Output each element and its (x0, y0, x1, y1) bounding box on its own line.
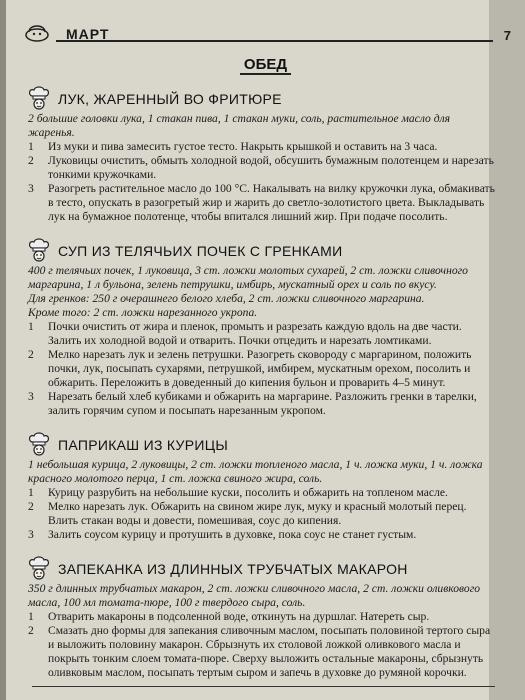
step-text: Мелко нарезать лук. Обжарить на свином жире лук, муку и красный молотый перец. Влить стакан воды и довести, помешивая, соус до кипения. (48, 500, 467, 527)
steps-list (28, 140, 498, 224)
ingredients-text: Для гренков: 250 г очерашнего белого хлеба, 2 ст. ложки сливочного маргарина. (28, 292, 425, 305)
recipe-title: ЛУК, ЖАРЕННЫЙ ВО ФРИТЮРЕ (58, 91, 282, 107)
ingredients-text: 350 г длинных трубчатых макарон, 2 ст. ложки сливочного масла, 2 ст. ложки оливкового масла, 100 мл томата-пюре, 100 г твердого сыра, соль. (28, 582, 481, 609)
recipe-header (28, 432, 498, 458)
step-text: Залить соусом курицу и протушить в духовке, пока соус не станет густым. (48, 528, 417, 541)
step-text: Мелко нарезать лук и зелень петрушки. Разогреть сковороду с маргарином, положить почки, лук, посыпать сухарями, петрушкой, имбирем, мускатным орехом, посолить и обжарить. Переложить в доведенный до кипения бульон и проварить 4–5 минут. (48, 348, 472, 389)
chef-head-icon (28, 86, 50, 110)
recipe (28, 86, 498, 224)
ingredients-text: 2 большие головки лука, 1 стакан пива, 1 стакан муки, соль, растительное масло для жаренья. (28, 112, 451, 139)
ingredients-text: Кроме того: 2 ст. ложки нарезанного укропа. (28, 306, 258, 319)
chef-logo-icon (24, 20, 50, 42)
step-item (28, 348, 498, 390)
step-item (28, 500, 498, 528)
steps-list (28, 610, 498, 680)
step-item (28, 390, 498, 418)
ingredients-text: 400 г телячьих почек, 1 луковица, 3 ст. ложки молотых сухарей, 2 ст. ложки сливочного маргарина, 1 л бульона, зелень петрушки, имбирь, мускатный орех и соль по вкусу. (28, 264, 468, 291)
recipe-header (28, 86, 498, 112)
ingredients-text: 1 небольшая курица, 2 луковицы, 2 ст. ложки топленого масла, 1 ч. ложка муки, 1 ч. ложка красного молотого перца, 1 ст. ложка свиного жира, соль. (28, 458, 483, 485)
step-number: 2 (28, 624, 34, 637)
bottom-rule (32, 686, 495, 687)
step-item (28, 486, 498, 500)
recipe (28, 556, 498, 680)
recipe (28, 432, 498, 542)
recipe-header (28, 556, 498, 582)
recipe-header (28, 238, 498, 264)
header-rule (56, 40, 493, 42)
step-number: 1 (28, 140, 34, 153)
step-number: 1 (28, 320, 34, 333)
recipe-title: ПАПРИКАШ ИЗ КУРИЦЫ (58, 437, 229, 453)
step-item (28, 624, 498, 680)
month-label: МАРТ (66, 26, 110, 42)
step-text: Отварить макароны в подсоленной воде, откинуть на дуршлаг. Натереть сыр. (48, 610, 430, 623)
step-text: Луковицы очистить, обмыть холодной водой, обсушить бумажным полотенцем и нарезать тонкими кружочками. (48, 154, 494, 181)
step-text: Курицу разрубить на небольшие куски, посолить и обжарить на топленом масле. (48, 486, 448, 499)
page-header (6, 18, 515, 46)
step-number: 3 (28, 528, 34, 541)
steps-list (28, 320, 498, 418)
recipe (28, 238, 498, 418)
step-item (28, 182, 498, 224)
step-item (28, 528, 498, 542)
step-number: 1 (28, 610, 34, 623)
step-number: 2 (28, 500, 34, 513)
step-number: 2 (28, 348, 34, 361)
step-text: Смазать дно формы для запекания сливочным маслом, посыпать половиной тертого сыра и выложить половину макарон. Сбрызнуть их столовой ложкой оливкового масла и покрыть тонким слоем томата-пюре. Сверху выложить остальные макароны, сбрызнуть оливковым маслом, посыпать тертым сыром и запечь в духовке до румяной корочки. (48, 624, 491, 679)
page-number: 7 (503, 28, 511, 43)
step-text: Разогреть растительное масло до 100 °С. Накалывать на вилку кружочки лука, обмакивать в тесто, опускать в разогретый жир и жарить до светло-золотистого цвета. Выкладывать лук на бумажное полотенце, чтобы впитался лишний жир. При подаче посолить. (48, 182, 495, 223)
chef-head-icon (28, 432, 50, 456)
step-number: 3 (28, 182, 34, 195)
recipe-list (28, 86, 498, 694)
recipe-title: СУП ИЗ ТЕЛЯЧЬИХ ПОЧЕК С ГРЕНКАМИ (58, 243, 343, 259)
step-number: 1 (28, 486, 34, 499)
recipe-title: ЗАПЕКАНКА ИЗ ДЛИННЫХ ТРУБЧАТЫХ МАКАРОН (58, 561, 408, 577)
step-item (28, 320, 498, 348)
step-item (28, 610, 498, 624)
step-number: 2 (28, 154, 34, 167)
section-title-text: ОБЕД (240, 56, 291, 75)
step-text: Почки очистить от жира и пленок, промыть и разрезать каждую вдоль на две части. Залить их холодной водой и отварить. Почки отцедить и нарезать ломтиками. (48, 320, 462, 347)
book-page (6, 0, 525, 700)
step-text: Нарезать белый хлеб кубиками и обжарить на маргарине. Разложить гренки в тарелки, залить горячим супом и посыпать нарезанным укропом. (48, 390, 477, 417)
section-title (6, 56, 525, 73)
step-item (28, 154, 498, 182)
step-number: 3 (28, 390, 34, 403)
step-text: Из муки и пива замесить густое тесто. Накрыть крышкой и оставить на 3 часа. (48, 140, 438, 153)
step-item (28, 140, 498, 154)
chef-head-icon (28, 238, 50, 262)
steps-list (28, 486, 498, 542)
chef-head-icon (28, 556, 50, 580)
